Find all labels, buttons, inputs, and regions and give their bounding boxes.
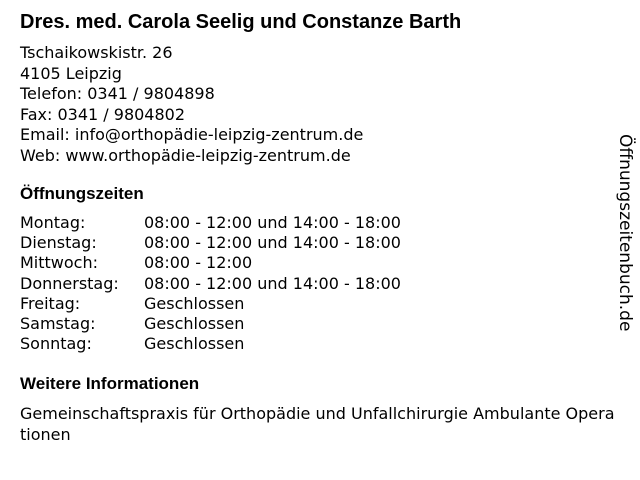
hours-row-tuesday	[20, 233, 401, 253]
hours-value: Geschlossen	[144, 293, 245, 313]
website-address: Web: www.orthopädie-leipzig-zentrum.de	[20, 145, 351, 165]
hours-row-sunday	[20, 334, 401, 354]
fax-number: Fax: 0341 / 9804802	[20, 104, 186, 124]
hours-row-saturday	[20, 314, 401, 334]
day-label: Montag:	[20, 213, 86, 232]
hours-value: 08:00 - 12:00	[144, 253, 253, 273]
hours-value: Geschlossen	[144, 334, 245, 354]
hours-row-wednesday	[20, 253, 401, 273]
more-info-text: Gemeinschaftspraxis für Orthopädie und Unfallchirurgie Ambulante Operationen	[20, 404, 615, 444]
day-label: Mittwoch:	[20, 253, 98, 273]
hours-value: Geschlossen	[144, 314, 245, 334]
address-block	[20, 43, 363, 166]
email-address: Email: info@orthopädie-leipzig-zentrum.de	[20, 125, 364, 144]
phone-number: Telefon: 0341 / 9804898	[20, 84, 215, 103]
day-label: Sonntag:	[20, 334, 92, 354]
hours-row-monday	[20, 213, 401, 233]
page-title: Dres. med. Carola Seelig und Constanze Barth	[20, 11, 462, 33]
opening-hours-heading: Öffnungszeiten	[20, 184, 144, 203]
city-address: 4105 Leipzig	[20, 63, 122, 83]
opening-hours-table	[20, 213, 401, 354]
hours-value: 08:00 - 12:00 und 14:00 - 18:00	[144, 213, 401, 232]
day-label: Dienstag:	[20, 233, 97, 253]
day-label: Donnerstag:	[20, 273, 119, 293]
hours-row-thursday	[20, 274, 401, 294]
hours-value: 08:00 - 12:00 und 14:00 - 18:00	[144, 273, 401, 293]
street-address: Tschaikowskistr. 26	[20, 43, 173, 62]
hours-row-friday	[20, 294, 401, 314]
day-label: Freitag:	[20, 293, 81, 313]
day-label: Samstag:	[20, 314, 96, 334]
more-info-heading: Weitere Informationen	[20, 374, 200, 393]
hours-value: 08:00 - 12:00 und 14:00 - 18:00	[144, 233, 401, 253]
watermark-label: Öffnungszeitenbuch.de	[615, 134, 635, 332]
